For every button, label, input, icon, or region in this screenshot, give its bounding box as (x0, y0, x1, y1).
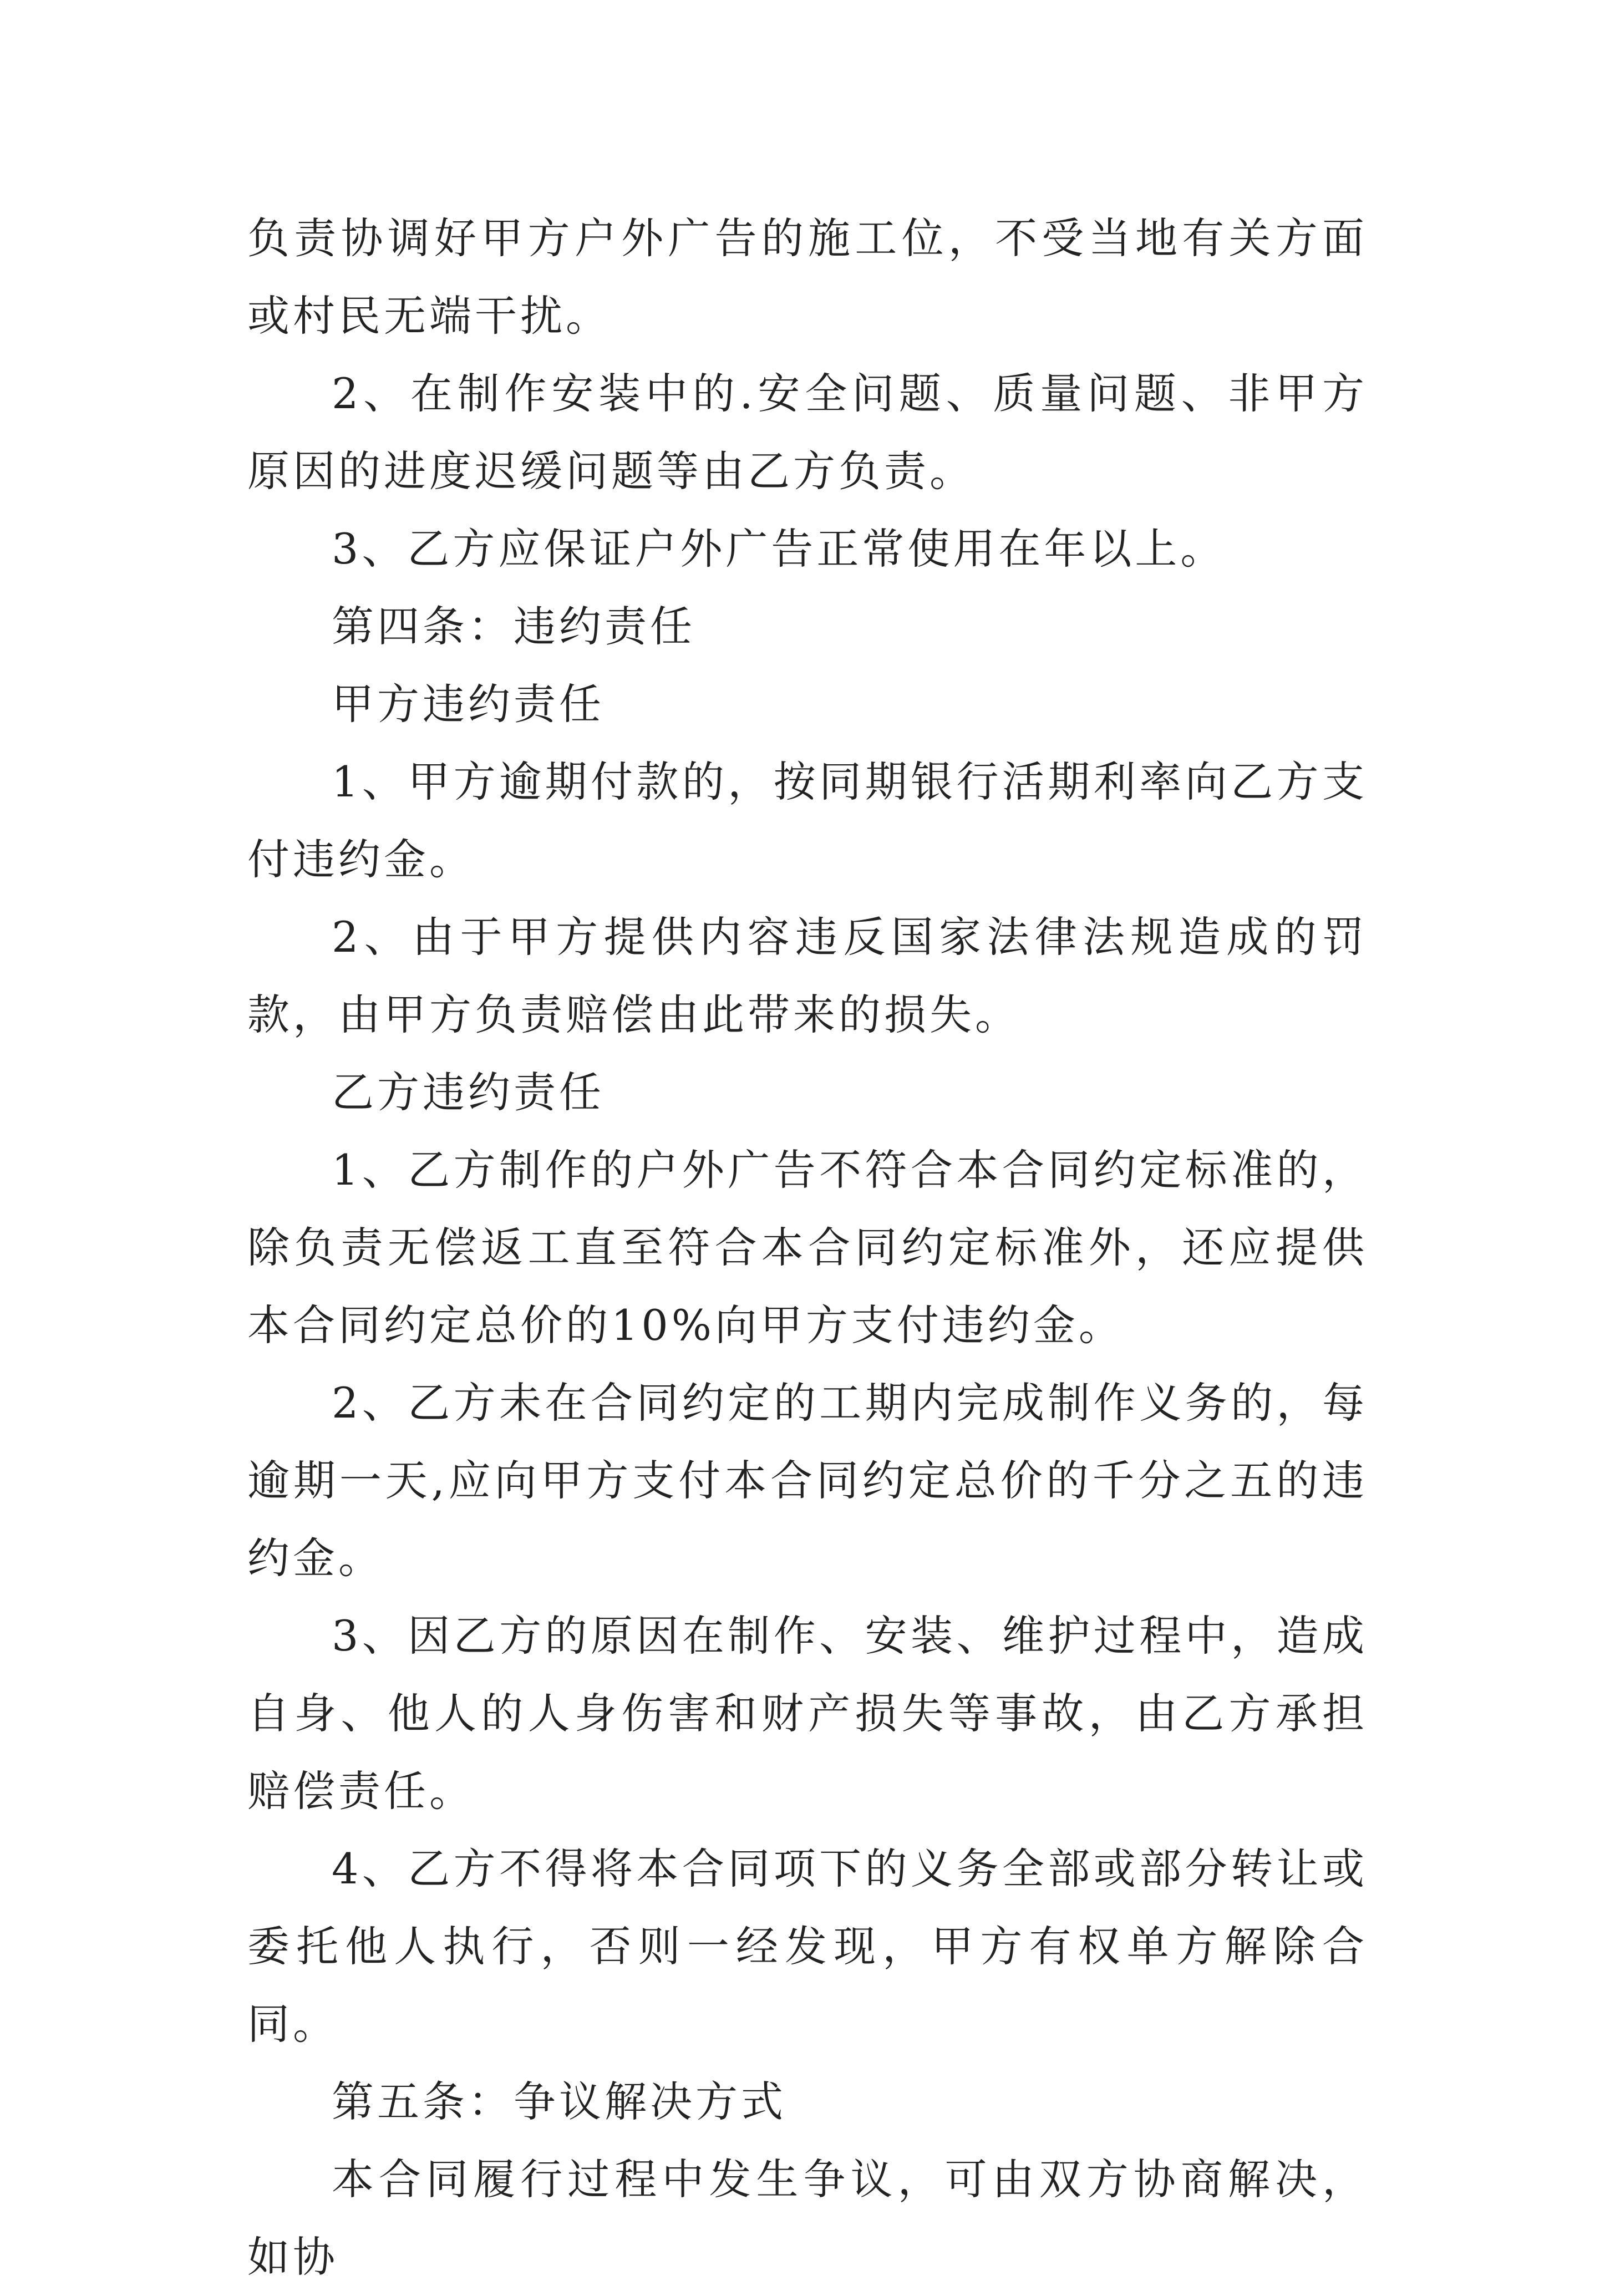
subheading-party-a-liability: 甲方违约责任 (332, 679, 605, 729)
paragraph-continuation: 负责协调好甲方户外广告的施工位，不受当地有关方面或村民无端干扰。 (247, 214, 1368, 341)
paragraph-dispute-resolution: 本合同履行过程中发生争议，可由双方协商解决，如协 (247, 2155, 1368, 2282)
paragraph-clause-3: 3、乙方应保证户外广告正常使用在年以上。 (332, 524, 1226, 573)
section-heading-article-4: 第四条：违约责任 (332, 602, 695, 651)
paragraph-party-b-item-4: 4、乙方不得将本合同项下的义务全部或部分转让或委托他人执行，否则一经发现，甲方有权单方解除合同。 (247, 1844, 1368, 2049)
paragraph-party-a-item-1: 1、甲方逾期付款的，按同期银行活期利率向乙方支付违约金。 (247, 757, 1368, 884)
document-body (247, 200, 1368, 2296)
paragraph-party-b-item-2: 2、乙方未在合同约定的工期内完成制作义务的，每逾期一天,应向甲方支付本合同约定总价的千分之五的违约金。 (247, 1378, 1368, 1583)
paragraph-clause-2: 2、在制作安装中的.安全问题、质量问题、非甲方原因的进度迟缓问题等由乙方负责。 (247, 369, 1368, 496)
paragraph-party-b-item-1: 1、乙方制作的户外广告不符合本合同约定标准的，除负责无偿返工直至符合本合同约定标准外，还应提供本合同约定总价的10%向甲方支付违约金。 (247, 1145, 1368, 1350)
subheading-party-b-liability: 乙方违约责任 (332, 1068, 605, 1117)
paragraph-party-a-item-2: 2、由于甲方提供内容违反国家法律法规造成的罚款，由甲方负责赔偿由此带来的损失。 (247, 912, 1368, 1039)
section-heading-article-5: 第五条：争议解决方式 (332, 2077, 786, 2126)
paragraph-party-b-item-3: 3、因乙方的原因在制作、安装、维护过程中，造成自身、他人的人身伤害和财产损失等事故，由乙方承担赔偿责任。 (247, 1611, 1368, 1816)
